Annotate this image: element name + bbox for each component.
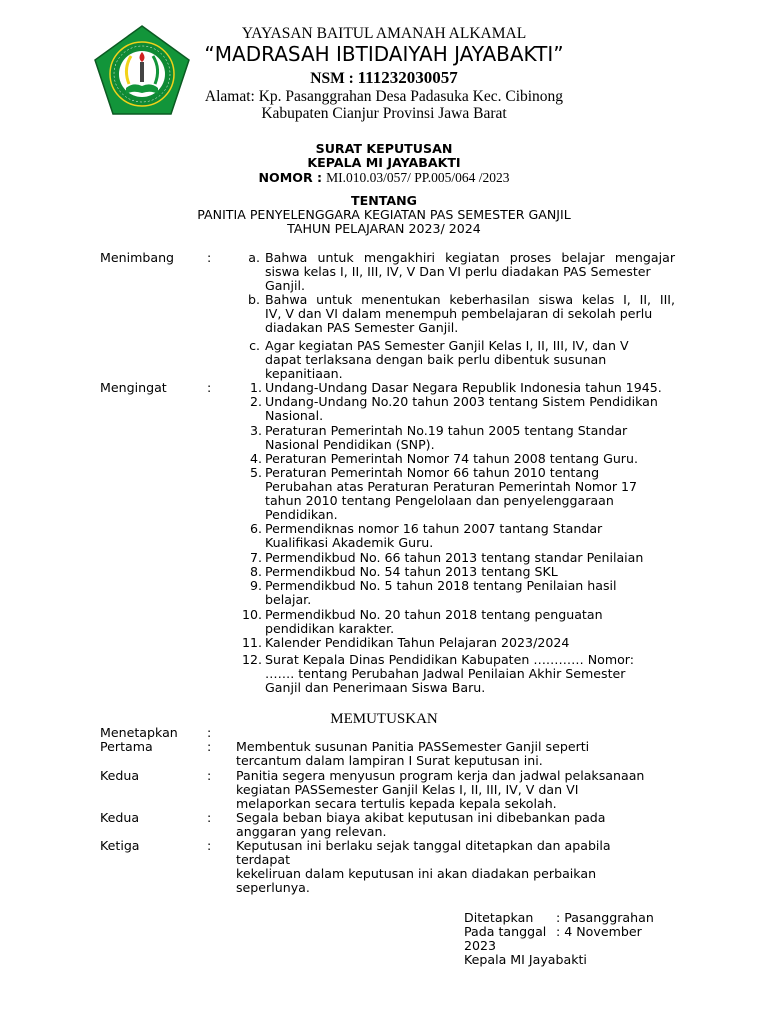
address-line-1: Alamat: Kp. Pasanggrahan Desa Padasuka Kec. Cibinong [204, 88, 564, 105]
nsm-label: NSM : [310, 70, 354, 87]
menimbang-item: Bahwa untuk menentukan keberhasilan siswa kelas I, II, III, IV, V dan VI dalam menempuh pembelajaran di sekolah perlu diadakan PAS Semester Ganjil. [265, 292, 675, 335]
tanggal-year: 2023 [464, 938, 497, 953]
address-line-2: Kabupaten Cianjur Provinsi Jawa Barat [261, 105, 507, 122]
tanggal-value: : 4 November [556, 924, 642, 939]
decision-colon: : [207, 739, 212, 754]
subject-line-1: PANITIA PENYELENGGARA KEGIATAN PAS SEMESTER GANJIL [197, 207, 571, 222]
mengingat-number: 7. [249, 550, 262, 565]
decision-colon: : [207, 838, 212, 853]
mengingat-item: Peraturan Pemerintah Nomor 74 tahun 2008 tentang Guru. [265, 451, 638, 466]
nomor-label: NOMOR : [258, 170, 323, 185]
mengingat-item: Permendikbud No. 5 tahun 2018 tentang Penilaian hasil belajar. [265, 578, 617, 607]
decision-colon: : [207, 768, 212, 783]
mengingat-number: 1. [249, 380, 262, 395]
mengingat-item: Undang-Undang No.20 tahun 2003 tentang Sistem Pendidikan Nasional. [265, 394, 658, 423]
signer-title: Kepala MI Jayabakti [464, 952, 587, 967]
decision-text: Segala beban biaya akibat keputusan ini dibebankan pada anggaran yang relevan. [236, 810, 606, 839]
menimbang-label: Menimbang [100, 250, 175, 265]
decision-label: Ketiga [100, 838, 140, 853]
decision-label: Kedua [100, 768, 140, 783]
mengingat-item: Kalender Pendidikan Tahun Pelajaran 2023/2024 [265, 635, 570, 650]
mengingat-item: Permendikbud No. 66 tahun 2013 tentang standar Penilaian [265, 550, 644, 565]
menimbang-marker: a. [248, 250, 260, 265]
mengingat-item: Permendikbud No. 20 tahun 2018 tentang penguatan pendidikan karakter. [265, 607, 603, 636]
nomor-value: MI.010.03/057/ PP.005/064 /2023 [326, 170, 510, 185]
mengingat-number: 2. [249, 394, 262, 409]
menimbang-colon: : [207, 250, 212, 265]
mengingat-label: Mengingat [100, 380, 167, 395]
mengingat-number: 9. [249, 578, 262, 593]
nsm-line [150, 68, 618, 89]
menimbang-marker: c. [249, 338, 260, 353]
decision-text: Panitia segera menyusun program kerja dan jadwal pelaksanaan kegiatan PASSemester Ganjil Kelas I, II, III, IV, V dan VI melaporkan secara tertulis kepada kepala sekolah. [236, 768, 645, 811]
tentang-heading: TENTANG [351, 193, 417, 208]
memutuskan-heading: MEMUTUSKAN [330, 711, 438, 727]
ditetapkan-label: Ditetapkan [464, 910, 534, 925]
mengingat-number: 8. [249, 564, 262, 579]
menimbang-marker: b. [248, 292, 260, 307]
mengingat-item: Peraturan Pemerintah Nomor 66 tahun 2010 tentang Perubahan atas Peraturan Peraturan Pemerintah Nomor 17 tahun 2010 tentang Pengelolaan dan penyelenggaraan Pendidikan. [265, 465, 638, 522]
school-name: “MADRASAH IBTIDAIYAH JAYABAKTI” [204, 42, 564, 66]
decision-label: Kedua [100, 810, 140, 825]
mengingat-number: 11. [241, 635, 262, 650]
mengingat-colon: : [207, 380, 212, 395]
decision-text: Keputusan ini berlaku sejak tanggal ditetapkan dan apabila terdapat kekeliruan dalam keputusan ini akan diadakan perbaikan seperlunya. [236, 838, 611, 895]
mengingat-item: Undang-Undang Dasar Negara Republik Indonesia tahun 1945. [265, 380, 662, 395]
menetapkan-label: Menetapkan [100, 725, 178, 740]
mengingat-item: Surat Kepala Dinas Pendidikan Kabupaten ………… Nomor: ……. tentang Perubahan Jadwal Penilaian Akhir Semester Ganjil dan Penerimaan Siswa Baru. [265, 652, 635, 695]
decision-text: Membentuk susunan Panitia PASSemester Ganjil seperti tercantum dalam lampiran I Surat keputusan ini. [236, 739, 590, 768]
menimbang-item: Bahwa untuk mengakhiri kegiatan proses belajar mengajar siswa kelas I, II, III, IV, V Dan VI perlu diadakan PAS Semester Ganjil. [265, 250, 675, 293]
mengingat-number: 6. [249, 521, 262, 536]
decision-label: Pertama [100, 739, 153, 754]
decision-colon: : [207, 810, 212, 825]
mengingat-item: Peraturan Pemerintah No.19 tahun 2005 tentang Standar Nasional Pendidikan (SNP). [265, 423, 628, 452]
mengingat-item: Permendikbud No. 54 tahun 2013 tentang SKL [265, 564, 558, 579]
nsm-value: 111232030057 [357, 68, 458, 87]
foundation-name: YAYASAN BAITUL AMANAH ALKAMAL [241, 25, 527, 42]
ditetapkan-value: : Pasanggrahan [556, 910, 654, 925]
menetapkan-colon: : [207, 725, 212, 740]
mengingat-number: 10. [241, 607, 262, 622]
mengingat-number: 4. [249, 451, 262, 466]
tanggal-label: Pada tanggal [464, 924, 547, 939]
mengingat-number: 12. [241, 652, 262, 667]
subject-line-2: TAHUN PELAJARAN 2023/ 2024 [287, 221, 481, 236]
doc-number [100, 171, 668, 185]
menimbang-item: Agar kegiatan PAS Semester Ganjil Kelas I, II, III, IV, dan V dapat terlaksana dengan baik perlu dibentuk susunan kepanitiaan. [265, 338, 629, 381]
mengingat-item: Permendiknas nomor 16 tahun 2007 tantang Standar Kualifikasi Akademik Guru. [265, 521, 603, 550]
doc-title: SURAT KEPUTUSAN [315, 141, 453, 156]
mengingat-number: 5. [249, 465, 262, 480]
mengingat-number: 3. [249, 423, 262, 438]
doc-issuer: KEPALA MI JAYABAKTI [307, 155, 461, 170]
